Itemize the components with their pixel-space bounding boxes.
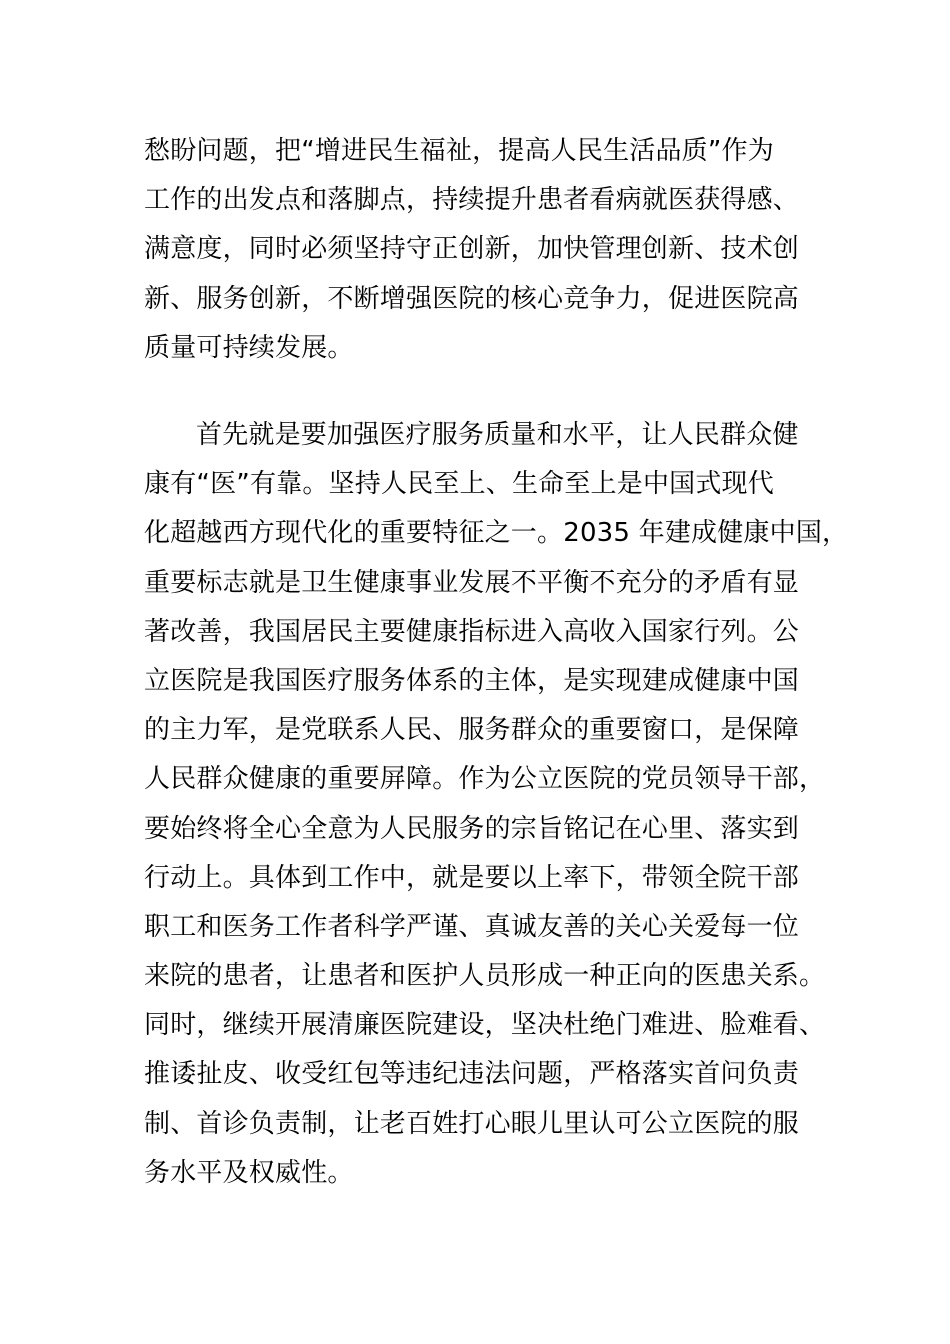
text-line: 人民群众健康的重要屏障。作为公立医院的党员领导干部，: [144, 764, 826, 795]
text-line: 来院的患者，让患者和医护人员形成一种正向的医患关系。: [144, 961, 826, 992]
text-line: 推诿扯皮、收受红包等违纪违法问题，严格落实首问负责: [144, 1059, 800, 1090]
text-line: 行动上。具体到工作中，就是要以上率下，带领全院干部: [144, 862, 800, 893]
text-line: 愁盼问题，把“增进民生福祉，提高人民生活品质”作为: [144, 136, 774, 166]
text-line: 立医院是我国医疗服务体系的主体，是实现建成健康中国: [144, 665, 800, 696]
text-line: 重要标志就是卫生健康事业发展不平衡不充分的矛盾有显: [144, 567, 800, 598]
text-line: 新、服务创新，不断增强医院的核心竞争力，促进医院高: [144, 283, 800, 314]
text-line: 康有“医”有靠。坚持人民至上、生命至上是中国式现代: [144, 469, 774, 500]
text-line: 质量可持续发展。: [144, 332, 354, 363]
text-line: 务水平及权威性。: [144, 1157, 354, 1188]
paragraph-continued: [144, 127, 844, 373]
paragraph-healthcare-quality: [144, 411, 849, 1198]
text-line-first-indented: 首先就是要加强医疗服务质量和水平，让人民群众健: [196, 420, 799, 450]
text-line: 工作的出发点和落脚点，持续提升患者看病就医获得感、: [144, 185, 800, 216]
text-line: 满意度，同时必须坚持守正创新，加快管理创新、技术创: [144, 234, 800, 265]
text-line: 制、首诊负责制，让老百姓打心眼儿里认可公立医院的服: [144, 1108, 800, 1139]
text-line: 著改善，我国居民主要健康指标进入高收入国家行列。公: [144, 616, 800, 647]
text-line: 同时，继续开展清廉医院建设，坚决杜绝门难进、脸难看、: [144, 1010, 826, 1041]
text-line: 职工和医务工作者科学严谨、真诚友善的关心关爱每一位: [144, 911, 800, 942]
text-line: 化超越西方现代化的重要特征之一。2035 年建成健康中国，: [144, 518, 849, 549]
text-line: 的主力军，是党联系人民、服务群众的重要窗口，是保障: [144, 715, 800, 746]
text-line: 要始终将全心全意为人民服务的宗旨铭记在心里、落实到: [144, 813, 800, 844]
